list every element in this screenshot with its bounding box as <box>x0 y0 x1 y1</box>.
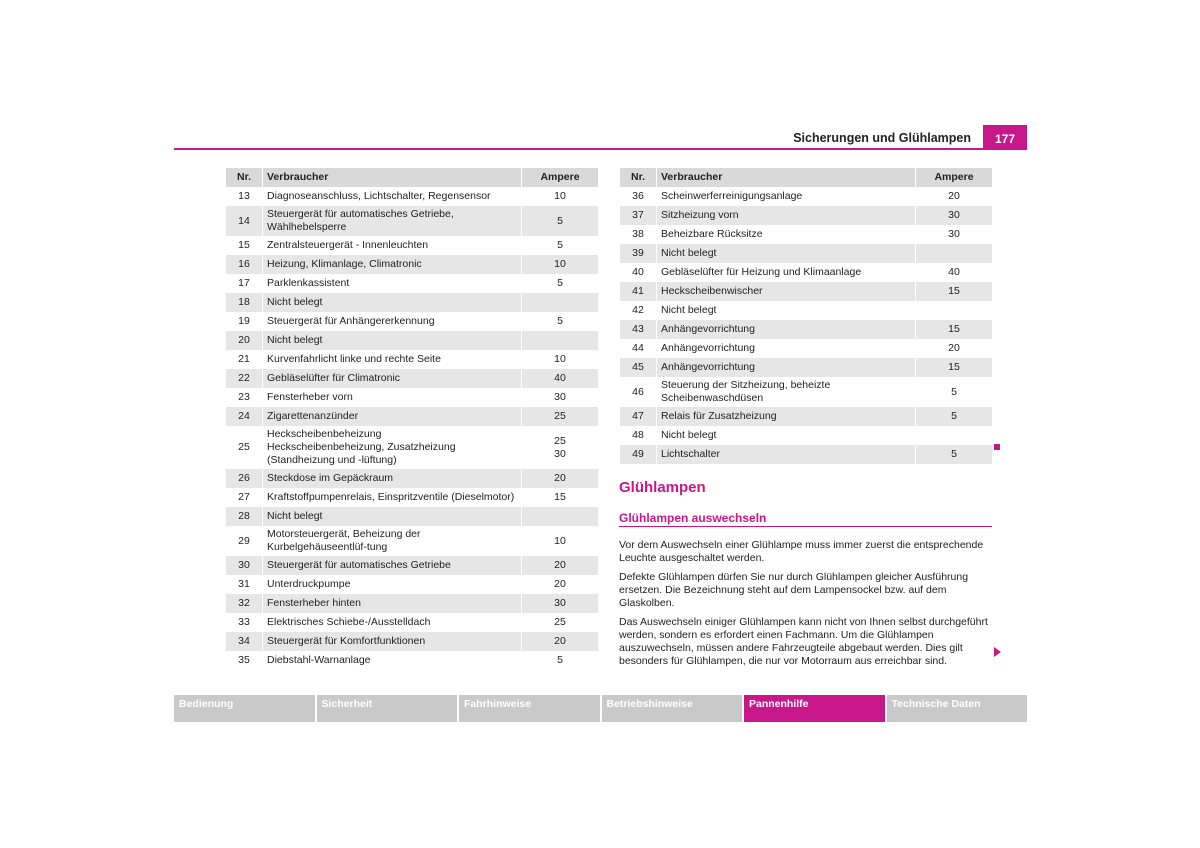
paragraph: Defekte Glühlampen dürfen Sie nur durch Glühlampen gleicher Ausführung ersetzen. Die Bezeichnung steht auf dem Lampensockel bzw. auf dem Glaskolben. <box>619 571 969 609</box>
fuse-consumer: Heckscheibenwischer <box>657 282 916 301</box>
chapter-nav <box>174 695 1027 722</box>
fuse-consumer: Steuergerät für automatisches Getriebe <box>263 556 522 575</box>
table-row <box>226 206 599 236</box>
fuse-consumer: Unterdruckpumpe <box>263 575 522 594</box>
fuse-consumer: Nicht belegt <box>657 244 916 263</box>
table-row <box>226 407 599 426</box>
fuse-consumer: Anhängevorrichtung <box>657 358 916 377</box>
fuse-number: 44 <box>620 339 657 358</box>
fuse-ampere: 5 <box>522 206 599 236</box>
fuse-ampere: 5 <box>522 274 599 293</box>
table-row <box>226 526 599 556</box>
fuse-ampere: 40 <box>916 263 993 282</box>
fuse-number: 24 <box>226 407 263 426</box>
fuse-consumer: Steuerung der Sitzheizung, beheizte Scheibenwaschdüsen <box>657 377 916 407</box>
fuse-ampere: 15 <box>522 488 599 507</box>
fuse-ampere: 10 <box>522 255 599 274</box>
table-row <box>620 187 993 206</box>
fuse-consumer: Gebläselüfter für Heizung und Klimaanlage <box>657 263 916 282</box>
fuse-number: 39 <box>620 244 657 263</box>
paragraph: Das Auswechseln einiger Glühlampen kann nicht von Ihnen selbst durchgeführt werden, sondern es erfordert einen Fachmann. Um die Glühlampen auszuwechseln, müssen andere Fahrzeugteile abgebaut werden. Dies gilt besonders für Glühlampen, die nur vor Motorraum aus erreichbar sind. <box>619 616 988 667</box>
fuse-ampere: 10 <box>522 526 599 556</box>
fuse-number: 16 <box>226 255 263 274</box>
table-row <box>226 312 599 331</box>
paragraph: Vor dem Auswechseln einer Glühlampe muss immer zuerst die entsprechende Leuchte ausgeschaltet werden. <box>619 539 984 564</box>
fuse-number: 22 <box>226 369 263 388</box>
fuse-ampere <box>522 331 599 350</box>
table-row <box>226 469 599 488</box>
fuse-number: 28 <box>226 507 263 526</box>
table-row <box>620 358 993 377</box>
fuse-consumer: Fensterheber vorn <box>263 388 522 407</box>
fuse-ampere: 15 <box>916 320 993 339</box>
fuse-ampere-line: 30 <box>554 447 566 460</box>
header-rule <box>174 148 1027 150</box>
table-row <box>226 651 599 670</box>
fuse-ampere-line: 25 <box>554 434 566 447</box>
table-row <box>226 369 599 388</box>
fuse-number: 38 <box>620 225 657 244</box>
section-title: Glühlampen <box>619 479 706 496</box>
fuse-table-right <box>619 168 992 464</box>
fuse-number: 14 <box>226 206 263 236</box>
table-row <box>226 388 599 407</box>
fuse-number: 46 <box>620 377 657 407</box>
fuse-number: 15 <box>226 236 263 255</box>
col-header-consumer: Verbraucher <box>657 168 916 187</box>
fuse-ampere: 20 <box>916 339 993 358</box>
tab-fahrhinweise[interactable]: Fahrhinweise <box>459 695 600 722</box>
fuse-number: 13 <box>226 187 263 206</box>
fuse-consumer: Nicht belegt <box>657 301 916 320</box>
fuse-consumer: Relais für Zusatzheizung <box>657 407 916 426</box>
fuse-consumer: Steuergerät für Anhängererkennung <box>263 312 522 331</box>
table-row <box>620 225 993 244</box>
table-row <box>620 407 993 426</box>
fuse-number: 31 <box>226 575 263 594</box>
fuse-ampere: 5 <box>522 312 599 331</box>
table-row <box>226 613 599 632</box>
fuse-consumer: Diebstahl-Warnanlage <box>263 651 522 670</box>
fuse-number: 18 <box>226 293 263 312</box>
table-row <box>620 320 993 339</box>
table-row <box>620 377 993 407</box>
fuse-number: 45 <box>620 358 657 377</box>
fuse-consumer: Steuergerät für Komfortfunktionen <box>263 632 522 651</box>
fuse-ampere: 20 <box>916 187 993 206</box>
table-row <box>620 445 993 464</box>
fuse-number: 34 <box>226 632 263 651</box>
table-row <box>620 301 993 320</box>
fuse-consumer: Steuergerät für automatisches Getriebe, Wählhebelsperre <box>263 206 522 236</box>
table-row <box>620 244 993 263</box>
fuse-number: 27 <box>226 488 263 507</box>
fuse-consumer: Steckdose im Gepäckraum <box>263 469 522 488</box>
fuse-table-left <box>225 168 598 670</box>
table-row <box>226 236 599 255</box>
fuse-ampere: 10 <box>522 187 599 206</box>
fuse-consumer: Parklenkassistent <box>263 274 522 293</box>
table-row <box>226 575 599 594</box>
fuse-ampere: 5 <box>522 236 599 255</box>
table-row <box>226 274 599 293</box>
fuse-number: 26 <box>226 469 263 488</box>
fuse-ampere <box>916 244 993 263</box>
fuse-consumer: Lichtschalter <box>657 445 916 464</box>
subsection-rule <box>619 526 992 527</box>
fuse-ampere: 15 <box>916 358 993 377</box>
fuse-consumer: Nicht belegt <box>263 293 522 312</box>
fuse-ampere: 5 <box>916 377 993 407</box>
subsection-title: Glühlampen auswechseln <box>619 511 767 525</box>
fuse-consumer: Elektrisches Schiebe-/Ausstelldach <box>263 613 522 632</box>
fuse-number: 25 <box>226 426 263 469</box>
fuse-number: 29 <box>226 526 263 556</box>
table-row <box>620 206 993 225</box>
fuse-number: 49 <box>620 445 657 464</box>
table-row <box>620 339 993 358</box>
fuse-number: 19 <box>226 312 263 331</box>
fuse-ampere: 30 <box>522 594 599 613</box>
fuse-number: 43 <box>620 320 657 339</box>
fuse-consumer: Nicht belegt <box>657 426 916 445</box>
tab-technische-daten[interactable]: Technische Daten <box>887 695 1028 722</box>
fuse-number: 30 <box>226 556 263 575</box>
col-header-consumer: Verbraucher <box>263 168 522 187</box>
fuse-consumer: Nicht belegt <box>263 507 522 526</box>
table-row <box>620 282 993 301</box>
fuse-ampere: 5 <box>916 445 993 464</box>
tab-sicherheit[interactable]: Sicherheit <box>317 695 458 722</box>
fuse-consumer: Kurvenfahrlicht linke und rechte Seite <box>263 350 522 369</box>
fuse-number: 37 <box>620 206 657 225</box>
table-header-row <box>620 168 993 187</box>
fuse-consumer: Diagnoseanschluss, Lichtschalter, Regensensor <box>263 187 522 206</box>
fuse-ampere: 30 <box>916 225 993 244</box>
tab-bedienung[interactable]: Bedienung <box>174 695 315 722</box>
fuse-ampere: 15 <box>916 282 993 301</box>
fuse-ampere: 5 <box>916 407 993 426</box>
fuse-number: 33 <box>226 613 263 632</box>
fuse-consumer: Motorsteuergerät, Beheizung der Kurbelgehäuseentlüf-tung <box>263 526 522 556</box>
fuse-consumer: Anhängevorrichtung <box>657 320 916 339</box>
header-title: Sicherungen und Glühlampen <box>793 131 971 145</box>
fuse-ampere: 30 <box>522 388 599 407</box>
tab-betriebshinweise[interactable]: Betriebshinweise <box>602 695 743 722</box>
fuse-consumer-line: Heckscheibenbeheizung, Zusatzheizung (Standheizung und -lüftung) <box>267 441 456 466</box>
col-header-ampere: Ampere <box>916 168 993 187</box>
fuse-consumer-line: Heckscheibenbeheizung <box>267 428 382 440</box>
fuse-number: 48 <box>620 426 657 445</box>
fuse-consumer: Kraftstoffpumpenrelais, Einspritzventile (Dieselmotor) <box>263 488 522 507</box>
table-row <box>226 350 599 369</box>
fuse-consumer: Gebläselüfter für Climatronic <box>263 369 522 388</box>
fuse-ampere: 5 <box>522 651 599 670</box>
fuse-consumer: Zentralsteuergerät - Innenleuchten <box>263 236 522 255</box>
fuse-ampere <box>522 293 599 312</box>
fuse-consumer: Zigarettenanzünder <box>263 407 522 426</box>
table-row <box>620 426 993 445</box>
page-number: 177 <box>983 125 1027 148</box>
table-row <box>226 507 599 526</box>
fuse-consumer: Fensterheber hinten <box>263 594 522 613</box>
table-row <box>226 293 599 312</box>
fuse-number: 32 <box>226 594 263 613</box>
col-header-ampere: Ampere <box>522 168 599 187</box>
tab-pannenhilfe[interactable]: Pannenhilfe <box>744 695 885 722</box>
fuse-number: 23 <box>226 388 263 407</box>
table-row <box>226 488 599 507</box>
fuse-ampere <box>916 426 993 445</box>
fuse-ampere: 20 <box>522 575 599 594</box>
page-header <box>174 125 1027 150</box>
fuse-consumer: Nicht belegt <box>263 331 522 350</box>
fuse-number: 40 <box>620 263 657 282</box>
fuse-consumer: Anhängevorrichtung <box>657 339 916 358</box>
fuse-ampere: 25 <box>522 613 599 632</box>
table-row <box>226 632 599 651</box>
table-row <box>226 187 599 206</box>
fuse-number: 36 <box>620 187 657 206</box>
fuse-number: 35 <box>226 651 263 670</box>
table-row <box>226 255 599 274</box>
fuse-ampere: 40 <box>522 369 599 388</box>
fuse-ampere: 20 <box>522 632 599 651</box>
table-row <box>226 594 599 613</box>
fuse-number: 21 <box>226 350 263 369</box>
fuse-ampere <box>522 507 599 526</box>
continue-arrow-icon <box>994 647 1001 657</box>
section-end-marker <box>994 444 1000 450</box>
fuse-ampere: 20 <box>522 469 599 488</box>
fuse-consumer: Scheinwerferreinigungsanlage <box>657 187 916 206</box>
table-row <box>226 556 599 575</box>
table-row <box>226 331 599 350</box>
fuse-number: 47 <box>620 407 657 426</box>
fuse-number: 42 <box>620 301 657 320</box>
fuse-consumer: Beheizbare Rücksitze <box>657 225 916 244</box>
fuse-ampere: 25 <box>522 407 599 426</box>
table-row <box>620 263 993 282</box>
fuse-number: 41 <box>620 282 657 301</box>
fuse-consumer: Heizung, Klimanlage, Climatronic <box>263 255 522 274</box>
fuse-ampere: 10 <box>522 350 599 369</box>
fuse-consumer <box>263 426 522 469</box>
fuse-consumer: Sitzheizung vorn <box>657 206 916 225</box>
table-header-row <box>226 168 599 187</box>
col-header-nr: Nr. <box>226 168 263 187</box>
fuse-number: 17 <box>226 274 263 293</box>
fuse-ampere: 20 <box>522 556 599 575</box>
fuse-number: 20 <box>226 331 263 350</box>
body-text <box>619 539 992 674</box>
col-header-nr: Nr. <box>620 168 657 187</box>
table-row <box>226 426 599 469</box>
fuse-ampere: 30 <box>916 206 993 225</box>
fuse-ampere <box>522 426 599 469</box>
fuse-ampere <box>916 301 993 320</box>
